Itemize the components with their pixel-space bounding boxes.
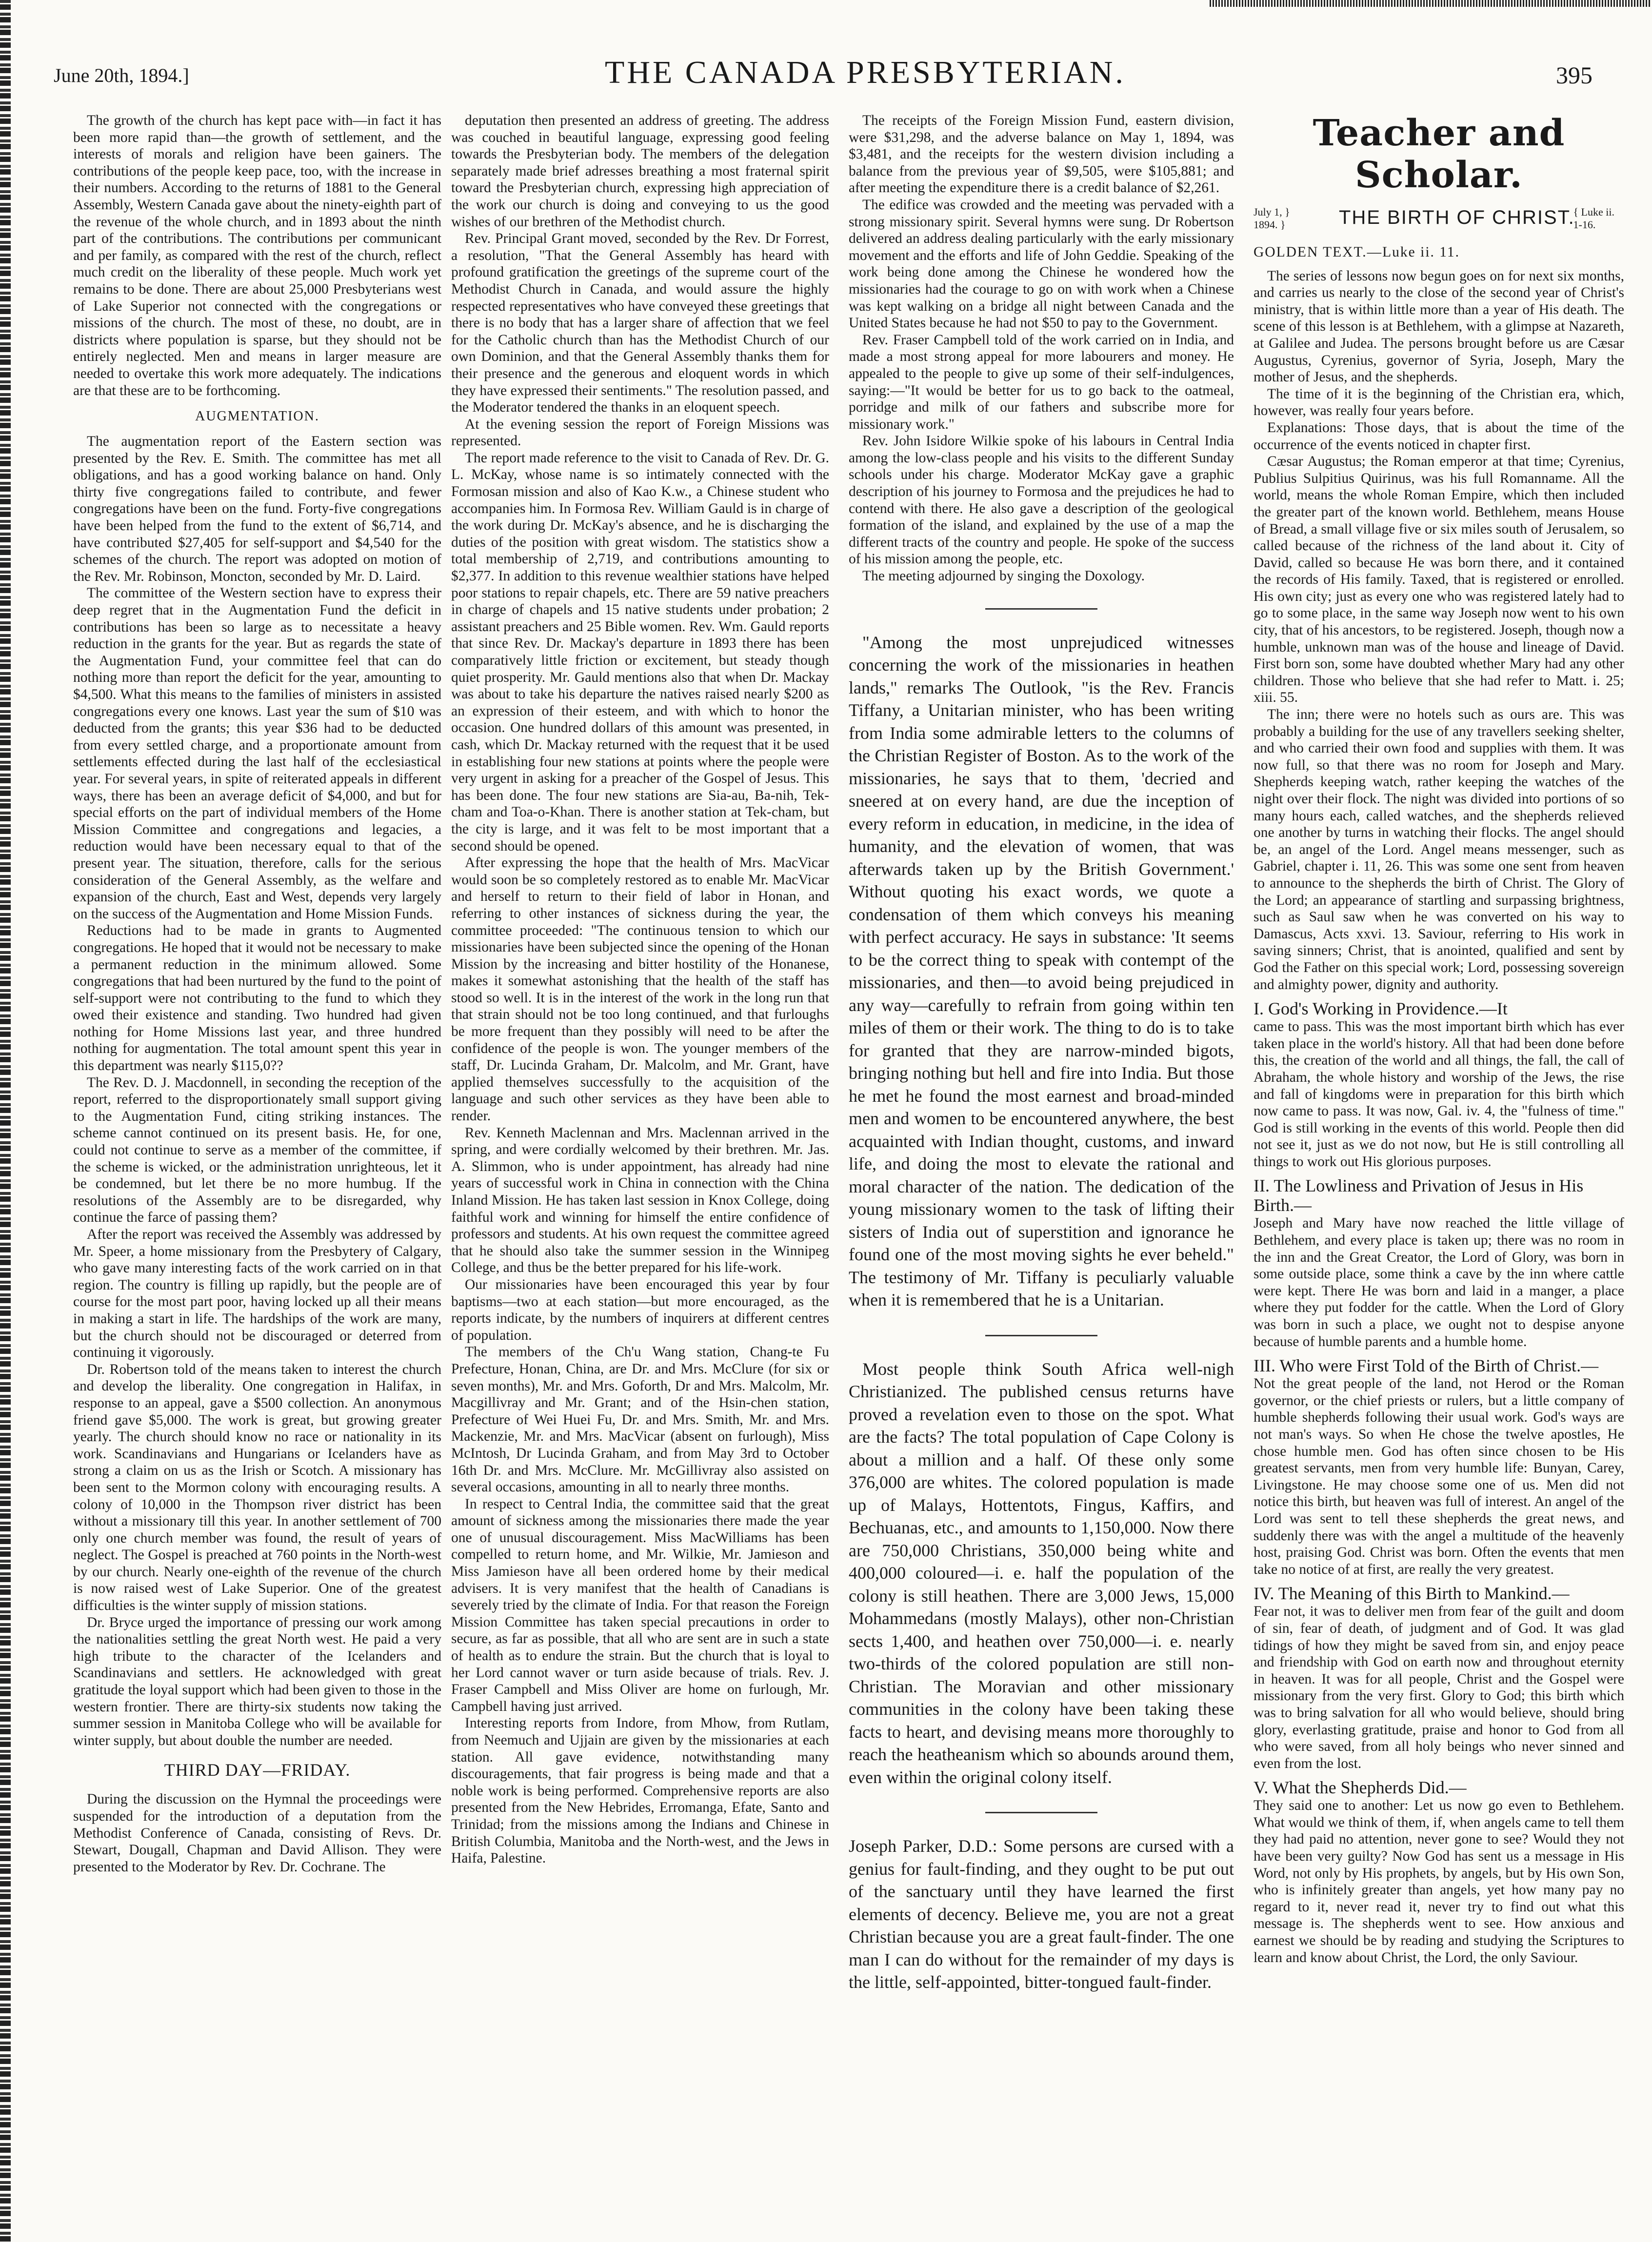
section-divider (985, 1812, 1097, 1813)
column-2 (451, 112, 829, 2224)
paragraph: Rev. Principal Grant moved, seconded by the Rev. Dr Forrest, a resolution, "That the General Assembly has heard with profound gratification the greetings of the supreme court of the Methodist Church in Canada, and would assure the highly respected representatives who have conveyed these greetings that there is no body that has a larger share of affection that we feel for the Catholic church than has the Methodist Church of our own Dominion, and that the General Assembly thanks them for their presence and the generous and eloquent words in which they have expressed their sentiments." The resolution passed, and the Moderator tendered the thanks in an eloquent speech. (451, 231, 829, 416)
paragraph: Reductions had to be made in grants to Augmented congregations. He hoped that it would not be necessary to make a permanent reduction in the minimum allowed. Some congregations that had been nurtured by the fund to the point of self-support were not contributing to the fund to which they owed their existence and standing. Two hundred had given nothing for Home Missions last year, and three hundred nothing for augmentation. The total amount spent this year in this department was nearly $115,0?? (73, 923, 441, 1074)
lesson-point-heading: III. Who were First Told of the Birth of Christ.— (1254, 1356, 1599, 1376)
lesson-point-heading: IV. The Meaning of this Birth to Mankind.— (1254, 1584, 1570, 1604)
paragraph: "Among the most unprejudiced witnesses concerning the work of the missionaries in heathen lands," remarks The Outlook, "is the Rev. Francis Tiffany, a Unitarian minister, who has been writing from India some admirable letters to the columns of the Christian Register of Boston. As to the work of the missionaries, he says that to them, 'decried and sneered at on every hand, are due the inception of every reform in education, in medicine, in the idea of humanity, and the elevation of women, that was afterwards taken up by the British Government.' Without quoting his exact words, we quote a condensation of them which conveys his meaning with perfect accuracy. He says in substance: 'It seems to be the correct thing to speak with contempt of the missionaries, and then—to avoid being prejudiced in any way—carefully to refrain from going within ten miles of them or their work. The thing to do is to take for granted that they are narrow-minded bigots, bringing nothing but hell and fire into India. But those he met he found the most earnest and broad-minded men and women to be encountered anywhere, the best acquainted with Indian thought, customs, and inward life, and doing the most to elevate the rational and moral character of the nation. The dedication of the young missionary women to the task of lifting their sisters of India out of superstition and ignorance he found one of the most moving sights he ever beheld." The testimony of Mr. Tiffany is peculiarly valuable when it is remembered that he is a Unitarian. (849, 632, 1234, 1310)
page-header (0, 51, 1652, 105)
lesson-date-line: 1894. } (1254, 218, 1286, 231)
paragraph: The committee of the Western section have to express their deep regret that in the Augmentation Fund the deficit in contributions has been so large as to necessitate a heavy reduction in the grants for the year. But as regards the state of the Augmentation Fund, your committee feel that can do nothing more than report the deficit for the year, amounting to $4,500. What this means to the families of ministers in assisted congregations every one knows. Last year the sum of $10 was deducted from the grants; this year $36 had to be deducted from every settled charge, and a proportionate amount from settlements effected during the last half of the ecclesiastical year. For several years, in spite of reiterated appeals in different ways, there has been an average deficit of $4,000, and but for special efforts on the part of individual members of the Home Mission Committee and congregations and legacies, a reduction would have been necessary equal to that of the present year. The situation, therefore, calls for the serious consideration of the General Assembly, as the welfare and expansion of the church, East and West, depends very largely on the success of the Augmentation and Home Mission Funds. (73, 585, 441, 922)
lesson-ref-line: { Luke ii. (1573, 206, 1614, 218)
paragraph: In respect to Central India, the committee said that the great amount of sickness among the missionaries there made the year one of unusual discouragement. Miss MacWilliams has been compelled to return home, and Mr. Wilkie, Mr. Jamieson and Miss Jamieson have all been ordered home by their medical advisers. It is very manifest that the health of Canadians is severely tried by the climate of India. For that reason the Foreign Mission Committee has taken special precautions in order to secure, as far as possible, that all who are sent are in such a state of health as to endure the strain. But the church that is loyal to her Lord cannot waver or turn aside because of trials. Rev. J. Fraser Campbell and Miss Oliver are home on furlough, Mr. Campbell having just arrived. (451, 1496, 829, 1714)
lesson-title: THE BIRTH OF CHRIST. (1339, 207, 1575, 228)
section-divider (985, 1335, 1097, 1336)
section-divider (985, 608, 1097, 610)
paragraph: Joseph and Mary have now reached the little village of Bethlehem, and every place is taken up; there was no room in the inn and the Great Creator, the Lord of Glory, was born in some outside place, some think a cave by the inn where cattle were kept. There He was born and laid in a manger, a place where they put fodder for the cattle. When the Lord of Glory was born in such a place, we ought not to despise anyone because of humble parents and a humble home. (1254, 1215, 1624, 1349)
paragraph: Explanations: Those days, that is about the time of the occurrence of the events noticed in chapter first. (1254, 419, 1624, 453)
section-title-teacher-and-scholar: Teacher and Scholar. (1313, 112, 1565, 196)
paragraph: The augmentation report of the Eastern section was presented by the Rev. E. Smith. The committee has met all obligations, and has a good working balance on hand. Only thirty five congregations failed to contribute, and fewer congregations have been on the fund. Forty-five congregations have been helped from the fund to the extent of $6,714, and have contributed $27,405 for self-support and $4,540 for the schemes of the church. The report was adopted on motion of the Rev. Mr. Robinson, Moncton, seconded by Mr. D. Laird. (73, 434, 441, 584)
lesson-point-heading: II. The Lowliness and Privation of Jesus in His Birth.— (1254, 1176, 1584, 1215)
paragraph: Dr. Bryce urged the importance of pressing our work among the nationalities settling the great North west. He paid a very high tribute to the character of the Icelanders and Scandinavians and settlers. He acknowledged with great gratitude the loyal support which had been given to those in the western frontier. There are thirty-six students now taking the summer session in Manitoba College who will be available for winter supply, but about double the number are needed. (73, 1614, 441, 1748)
paragraph: deputation then presented an address of greeting. The address was couched in beautiful language, expressing good feeling towards the Presbyterian body. The members of the delegation separately made brief adresses breathing a most fraternal spirit toward the Presbyterian church, expressing high appreciation of the work our church is doing and conveying to us the good wishes of our brethren of the Methodist church. (451, 113, 829, 230)
page-gutter-scan-edge (0, 0, 11, 2242)
paragraph: The meeting adjourned by singing the Doxology. (862, 568, 1145, 584)
lesson-point-heading: V. What the Shepherds Did.— (1254, 1778, 1467, 1798)
section-heading-augmentation: AUGMENTATION. (195, 409, 319, 424)
top-edge-rule (1210, 0, 1651, 7)
paragraph: Rev. Kenneth Maclennan and Mrs. Maclennan arrived in the spring, and were cordially welcomed by their brethren. Mr. Jas. A. Slimmon, who is under appointment, has already had nine years of successful work in China in connection with the China Inland Mission. He has taken last session in Knox College, doing faithful work and winning for himself the entire confidence of professors and students. At his own request the committee agreed that he should also take the summer session in the Winnipeg College, and thus be the better prepared for his life-work. (451, 1125, 829, 1276)
paragraph: The growth of the church has kept pace with—in fact it has been more rapid than—the growth of settlement, and the interests of morals and religion have been gainers. The contributions of the people keep pace, too, with the increase in their numbers. According to the returns of 1881 to the General Assembly, Western Canada gave about the ninety-eighth part of the revenue of the whole church, and in 1893 about the ninth part of the contributions. The contributions per communicant and per family, as compared with the rest of the church, reflect much credit on the liberality of these people. Much work yet remains to be done. There are about 25,000 Presbyterians west of Lake Superior not connected with the congregations or missions of the church. The most of these, no doubt, are in districts where population is sparse, but they should not be entirely neglected. Men and means in larger measure are needed to overtake this work more adequately. The indications are that these are to be forthcoming. (73, 113, 441, 398)
paragraph: They said one to another: Let us now go even to Bethlehem. What would we think of them, if, when angels came to tell them they had paid no attention, never gone to see? Would they not have been very guilty? Now God has sent us a message in His Word, not only by His prophets, by angels, but by His own Son, who is infinitely greater than angels, yet how many pay no regard to it, never read it, never try to find out what this message is. The shepherds went to see. How anxious and earnest we should be by reading and studying the Scriptures to learn and know about Christ, the Lord, the only Saviour. (1254, 1798, 1624, 1965)
paragraph: The time of it is the beginning of the Christian era, which, however, was really four years before. (1254, 386, 1624, 419)
paragraph: Our missionaries have been encouraged this year by four baptisms—two at each station—but more encouraged, as the reports indicate, by the numbers of inquirers at different centres of population. (451, 1276, 829, 1343)
paragraph: Not the great people of the land, not Herod or the Roman governor, or the chief priests or rulers, but a little company of humble shepherds following their usual work. God's ways are not man's ways. So when He chose the twelve apostles, He chose humble men. God has often since chosen to be His greatest servants, men from very humble life: Bunyan, Carey, Livingstone. He may choose some one of us. Men did not notice this birth, but heaven was full of interest. An angel of the Lord was sent to tell these shepherds the great news, and suddenly there was with the angel a multitude of the heavenly host, praising God. Christ was born. Often the events that men take no notice of at first, are really the very greatest. (1254, 1376, 1624, 1577)
paragraph: During the discussion on the Hymnal the proceedings were suspended for the introduction of a deputation from the Methodist Conference of Canada, consisting of Revs. Dr. Stewart, Dougall, Chapman and David Allison. They were presented to the Moderator by Rev. Dr. Cochrane. The (73, 1791, 441, 1875)
column-4 (1254, 112, 1624, 2224)
paragraph: After the report was received the Assembly was addressed by Mr. Speer, a home missionary from the Presbytery of Calgary, who gave many interesting facts of the work carried on in that region. The country is filling up rapidly, but the people are of course for the most part poor, having locked up all their means in making a start in life. The hardships of the work are many, but the church should not be discouraged or deterred from continuing it vigorously. (73, 1227, 441, 1361)
paragraph: The Rev. D. J. Macdonnell, in seconding the reception of the report, referred to the disproportionately small support giving to the Augmentation Fund, citing striking instances. The scheme cannot continued on its present basis. He, for one, could not continue to serve as a member of the committee, if the scheme is wicked, or the administration unrighteous, let it be condemned, but let there be no more humbug. If the resolutions of the Assembly are to be disregarded, why continue the farce of passing them? (73, 1074, 441, 1226)
article-tiffany (849, 631, 1234, 1311)
paragraph: The receipts of the Foreign Mission Fund, eastern division, were $31,298, and the adverse balance on May 1, 1894, was $3,481, and the receipts for the western division including a balance from the previous year of $9,505, were $105,881; and after meeting the expenditure there is a credit balance of $2,261. (849, 113, 1234, 196)
paragraph: Most people think South Africa well-nigh Christianized. The published census returns have proved a revelation even to those on the spot. What are the facts? The total population of Cape Colony is about a million and a half. Of these only some 376,000 are whites. The colored population is made up of Malays, Hottentots, Fingus, Kaffirs, and Bechuanas, etc., and amounts to 1,150,000. Now there are 750,000 Christians, 350,000 being white and 400,000 coloured—i. e. half the population of the colony is still heathen. There are 3,000 Jews, 15,000 Mohammedans (mostly Malays), other non-Christian sects 1,400, and heathen over 750,000—i. e. nearly two-thirds of the colored population are still non-Christian. The Moravian and other missionary communities in the colony have been taking these facts to heart, and devising means more thoroughly to reach the heatheanism which so abounds around them, even within the original colony itself. (849, 1359, 1234, 1787)
paragraph: Dr. Robertson told of the means taken to interest the church and develop the liberality. One congregation in Halifax, in response to an appeal, gave a $500 collection. An anonymous friend gave $5,000. The work is great, but growing greater yearly. The church should know no race or nationality in its work. Scandinavians and Hungarians or Icelanders have as strong a claim on us as the Irish or Scotch. A missionary has been sent to the Mormon colony with encouraging results. A colony of 10,000 in the Thompson river district has been without a missionary till this year. In another settlement of 700 only one church member was found, the result of years of neglect. The Gospel is preached at 760 points in the North-west by our church. Nearly one-eighth of the revenue of the church is now raised west of Lake Superior. One of the greatest difficulties is the winter supply of mission stations. (73, 1361, 441, 1614)
lesson-date (1254, 206, 1290, 231)
paragraph: The edifice was crowded and the meeting was pervaded with a strong missionary spirit. Several hymns were sung. Dr Robertson delivered an address dealing particularly with the early missionary movement and the efforts and life of John Geddie. Speaking of the work being done among the Chinese he wondered how the missionaries had the courage to go on with work when a Chinese was kept walking on a bridge all night between Canada and the United States because he had not $50 to pay to the Government. (849, 197, 1234, 331)
section-heading-third-day: THIRD DAY—FRIDAY. (164, 1760, 351, 1780)
paragraph: After expressing the hope that the health of Mrs. MacVicar would soon be so completely restored as to enable Mr. MacVicar and herself to return to their field of labor in Honan, and referring to other instances of sickness during the year, the committee proceeded: "The continuous tension to which our missionaries have been subjected since the opening of the Honan Mission by the increasing and bitter hostility of the Honanese, makes it somewhat astonishing that the health of the staff has stood so well. It is in the interest of the work in the long run that that strain should not be too long continued, and that furloughs be more frequent than they possibly will need to be after the confidence of the people is won. The younger members of the staff, Dr. Lucinda Graham, Dr. Malcolm, and Mr. Grant, have applied themselves successfully to the acquisition of the language and such other services as they have been able to render. (451, 855, 829, 1124)
paragraph: Fear not, it was to deliver men from fear of the guilt and doom of sin, fear of death, of judgment and of God. It was glad tidings of how they might be saved from sin, and enjoy peace and friendship with God on earth now and throughout eternity in heaven. It was for all people, Christ and the Gospel were missionary from the very first. Glory to God; this birth which was to bring salvation for all who would believe, should bring glory, everlasting gratitude, praise and honor to God from all who were saved, from all holy beings who never sinned and even from the lost. (1254, 1604, 1624, 1771)
column-3 (849, 112, 1234, 2224)
lesson-header (1254, 205, 1624, 240)
issue-date: June 20th, 1894.] (54, 64, 189, 86)
paragraph: The series of lessons now begun goes on for next six months, and carries us nearly to the close of the second year of Christ's ministry, that is within little more than a year of His death. The scene of this lesson is at Bethlehem, with a glimpse at Nazareth, at Galilee and Judea. The persons brought before us are Cæsar Augustus, Cyrenius, governor of Syria, Joseph, Mary the mother of Jesus, and the shepherds. (1254, 268, 1624, 385)
paragraph: Cæsar Augustus; the Roman emperor at that time; Cyrenius, Publius Sulpitius Quirinus, was his full Romanname. All the world, means the whole Roman Empire, which then included the greater part of the known world. Bethlehem, means House of Bread, a small village five or six miles south of Jerusalem, so called because of the richness of the land about it. City of David, called so because He was born there, and it contained the records of His family. Taxed, that is registered or enrolled. His own city; just as every one who was registered lately had to go to some place, in the same way Joseph now went to his own city, that of his ancestors, to be registered. Joseph, though now a humble, unknown man was of the house and lineage of David. First born son, some have doubted whether Mary had any other children. Those who believe that she had refer to Matt. i. 25; xiii. 55. (1254, 454, 1624, 706)
page-number: 395 (1556, 61, 1592, 89)
paragraph: The inn; there were no hotels such as ours are. This was probably a building for the use of any travellers seeking shelter, and who carried their own food and supplies with them. It was now full, so that there was no room for Joseph and Mary. Shepherds keeping watch, rather keeping the watches of the night over their flock. The night was divided into portions of so many hours each, called watches, and the shepherds relieved one another by turns in watching their flocks. The angel should be, an angel of the Lord. Angel means messenger, such as Gabriel, chapter i. 11, 26. This was some one sent from heaven to announce to the shepherds the birth of Christ. The Glory of the Lord; an appearance of startling and surpassing brightness, such as Saul saw when he was converted on his way to Damascus, Acts xxvi. 13. Saviour, referring to His work in saving sinners; Christ, that is anointed, qualified and sent by God the Father on this special work; Lord, possessing sovereign and almighty power, dignity and authority. (1254, 707, 1624, 992)
golden-text: GOLDEN TEXT.—Luke ii. 11. (1254, 244, 1460, 260)
paragraph: At the evening session the report of Foreign Missions was represented. (451, 416, 829, 449)
paragraph: came to pass. This was the most important birth which has ever taken place in the world's history. All that had been done before this, the creation of the world and all things, the fall, the call of Abraham, the whole history and worship of the Jews, the rise and fall of kingdoms were in preparation for this birth which now came to pass. It was now, Gal. iv. 4, the "fulness of time." God is still working in the events of this world. People then did not see it, just as we do not now, but He is still controlling all things to work out His glorious purposes. (1254, 1019, 1624, 1170)
paragraph: Joseph Parker, D.D.: Some persons are cursed with a genius for fault-finding, and they ought to be put out of the sanctuary until they have learned the first elements of decency. Believe me, you are not a great Christian because you are a great fault-finder. The one man I can do without for the remainder of my days is the little, self-appointed, bitter-tongued fault-finder. (849, 1836, 1234, 1992)
lesson-date-line: July 1, } (1254, 206, 1290, 218)
paragraph: Rev. Fraser Campbell told of the work carried on in India, and made a most strong appeal for more labourers and money. He appealed to the people to give up some of their self-indulgences, saying:—"It would be better for us to go back to the oatmeal, porridge and milk of our fathers and subscribe more for missionary work." (849, 332, 1234, 432)
paragraph: The members of the Ch'u Wang station, Chang-te Fu Prefecture, Honan, China, are Dr. and Mrs. McClure (for six or seven months), Mr. and Mrs. Goforth, Dr and Mrs. Malcolm, Mr. Macgillivray and Mr. Grant; and of the Hsin-chen station, Prefecture of Wei Huei Fu, Dr. and Mrs. Smith, Mr. and Mrs. Mackenzie, Mr. and Mrs. MacVicar (absent on furlough), Miss McIntosh, Dr Lucinda Graham, and from May 3rd to October 16th Dr. and Mrs. McClure. Mr. McGillivray also assisted on several occasions, amounting in all to nearly three months. (451, 1344, 829, 1495)
lesson-point-heading: I. God's Working in Providence.—It (1254, 999, 1508, 1019)
paragraph: The report made reference to the visit to Canada of Rev. Dr. G. L. McKay, whose name is so intimately connected with the Formosan mission and also of Kao K.w., a Chinese student who accompanies him. In Formosa Rev. William Gauld is in charge of the work during Dr. McKay's absence, and he is discharging the duties of the position with great wisdom. The statistics show a total membership of 2,719, and contributions amounting to $2,377. In addition to this revenue wealthier stations have helped poor stations to repair chapels, etc. There are 59 native preachers in charge of chapels and 15 native students under probation; 2 assistant preachers and 25 Bible women. Rev. Wm. Gauld reports that since Rev. Dr. Mackay's departure in 1893 there has been comparatively little friction or excitement, but steady though quiet prosperity. Mr. Gauld mentions also that when Dr. Mackay was about to take his departure the natives raised nearly $200 as an expression of their esteem, and with which to honor the occasion. One hundred dollars of this amount was presented, in cash, which Dr. Mackay returned with the request that it be used in establishing four new stations at points where the people were very urgent in asking for a preacher of the Gospel of Jesus. This has been done. The four new stations are Sia-au, Ba-nih, Tek-cham and Toa-o-Khan. There is another station at Tek-cham, but the city is large, and it was felt to be most important that a second should be opened. (451, 450, 829, 854)
paragraph: Rev. John Isidore Wilkie spoke of his labours in Central India among the low-class people and his visits to the different Sunday schools under his charge. Moderator McKay gave a graphic description of his journey to Formosa and the prejudices he had to contend with there. He also gave a description of the geological formation of the island, and explained by the use of a map the different tracts of the country and people. He spoke of the success of his mission among the people, etc. (849, 433, 1234, 567)
lesson-ref-line: 1-16. (1573, 218, 1596, 231)
column-1 (73, 112, 441, 2224)
lesson-scripture-ref (1573, 206, 1615, 231)
masthead-title: THE CANADA PRESBYTERIAN. (605, 55, 1126, 90)
paragraph: Interesting reports from Indore, from Mhow, from Rutlam, from Neemuch and Ujjain are given by the missionaries at each station. All gave evidence, notwithstanding many discouragements, that fair progress is being made and that a noble work is being performed. Comprehensive reports are also presented from the New Hebrides, Erromanga, Efate, Santo and Trinidad; from the missions among the Indians and Chinese in British Columbia, Manitoba and the North-west, and the Jews in Haifa, Palestine. (451, 1715, 829, 1866)
